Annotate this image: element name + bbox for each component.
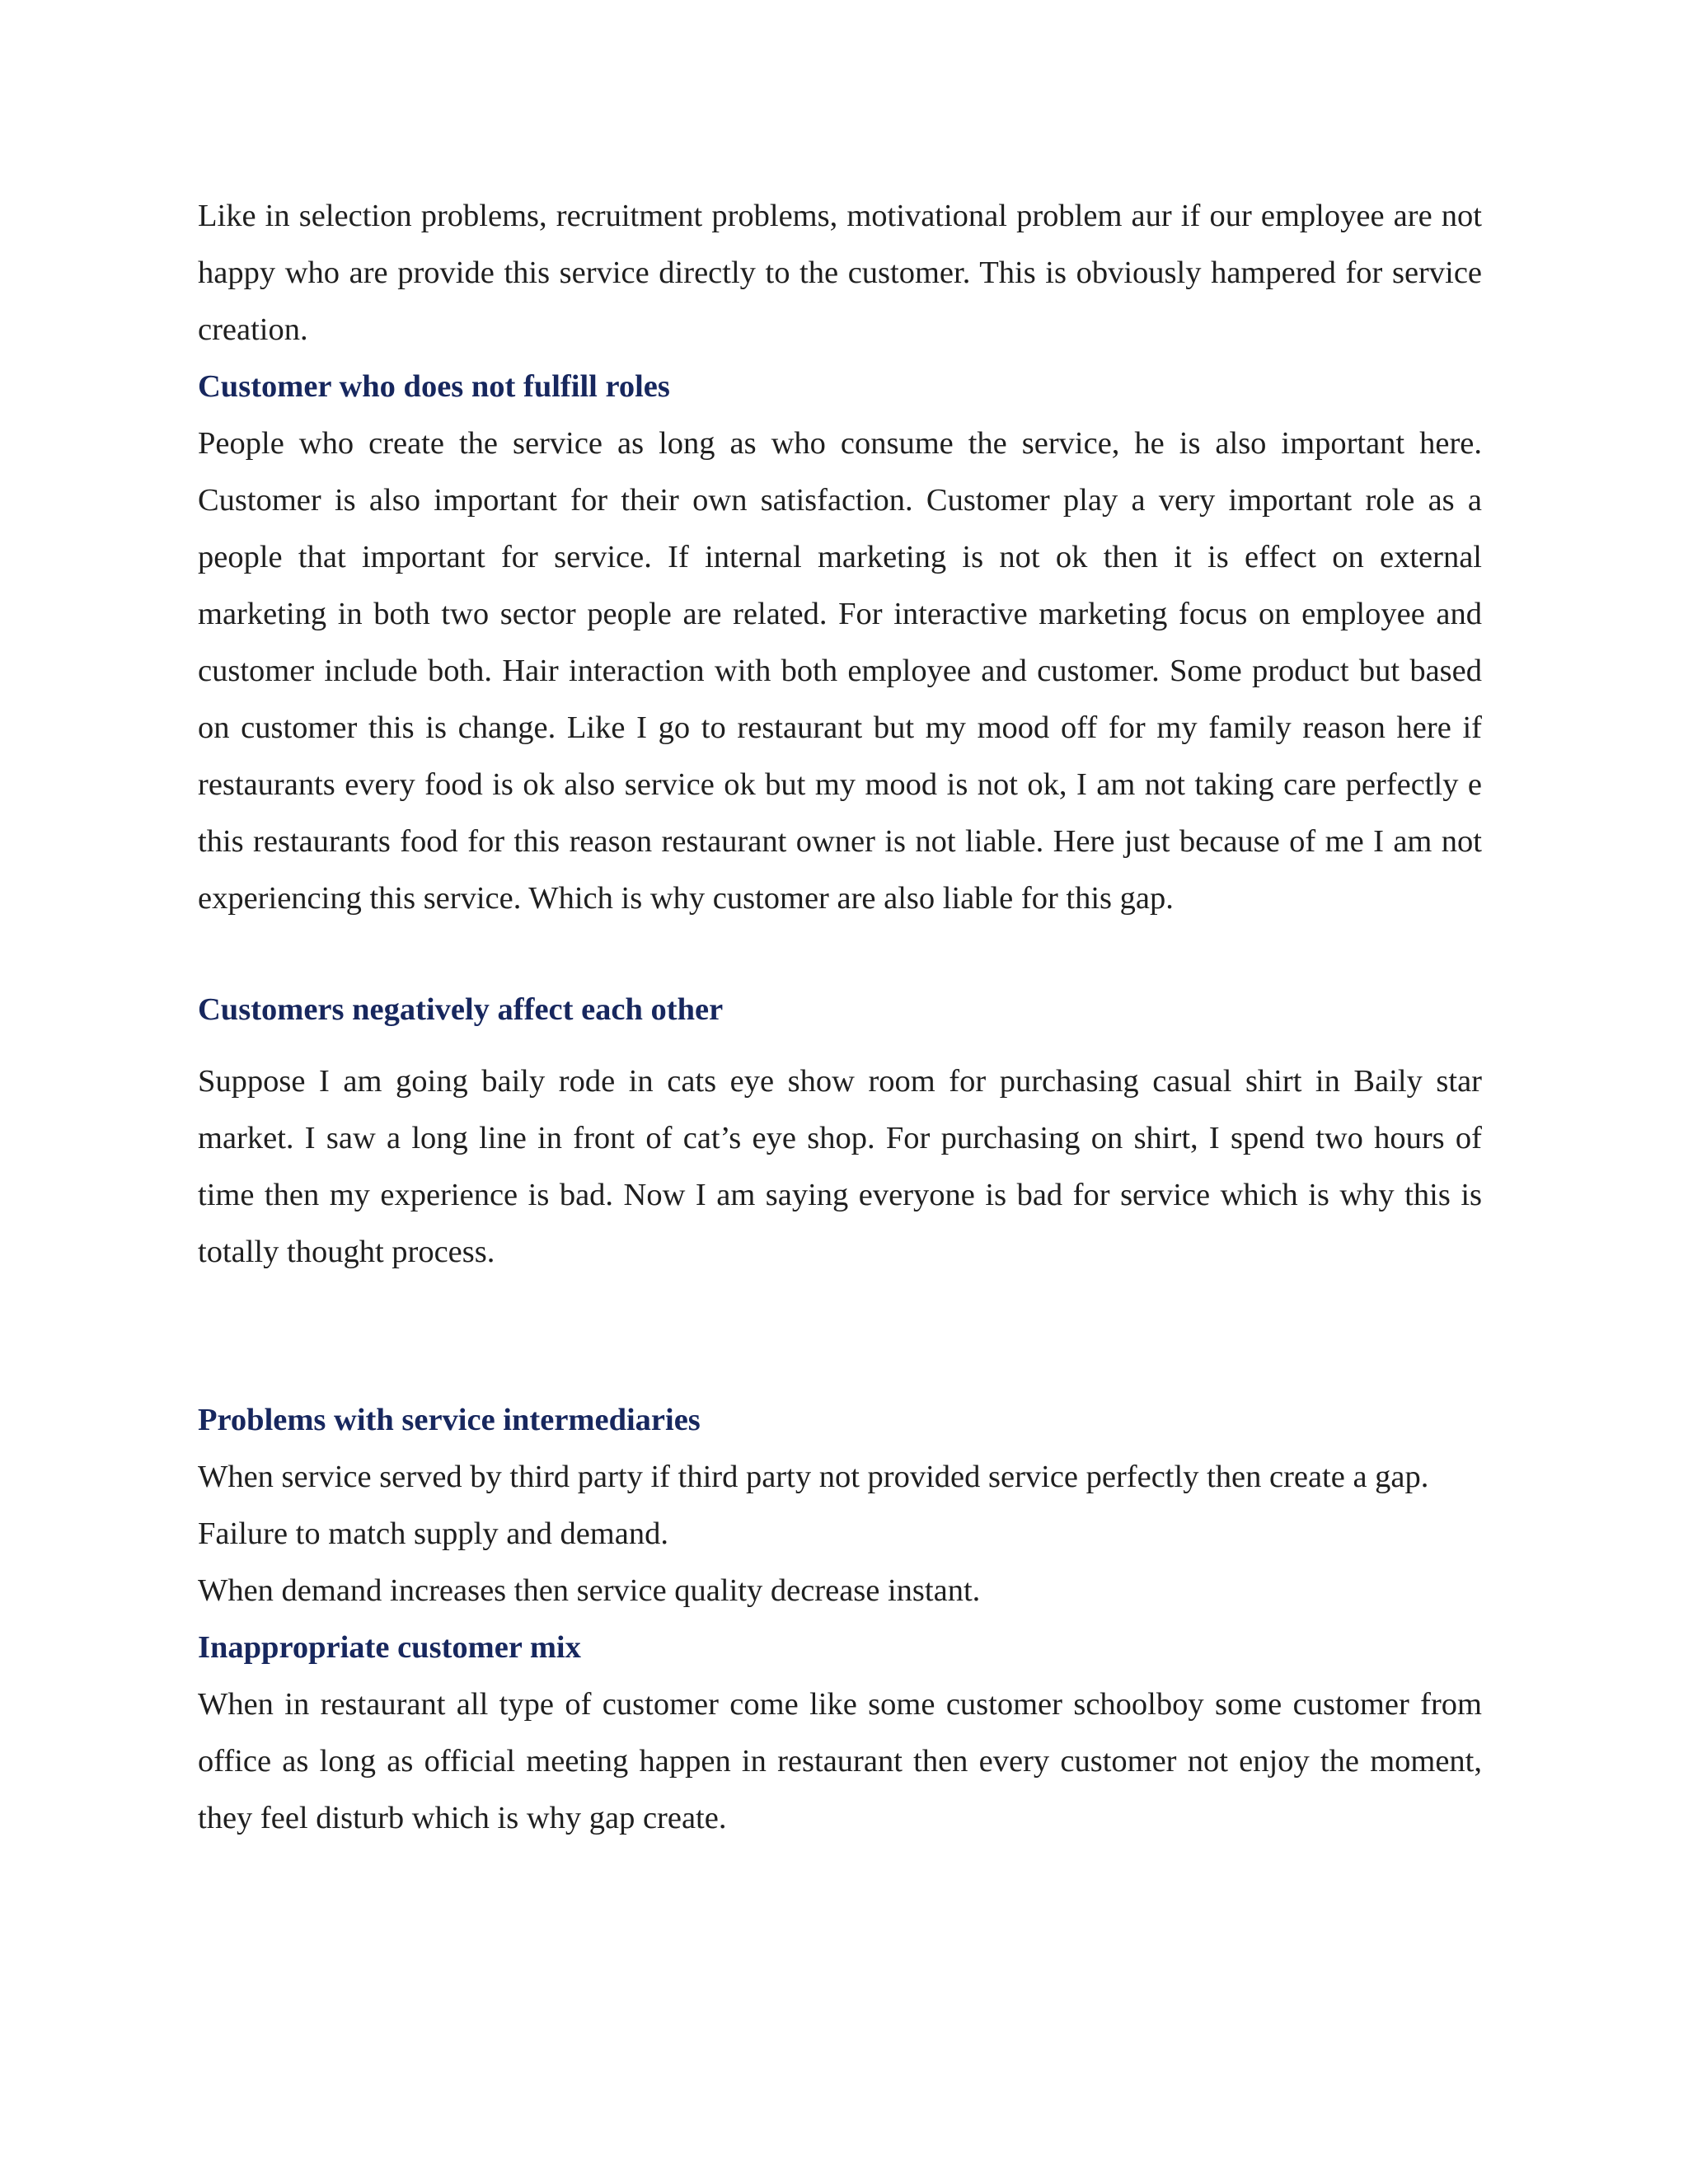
paragraph-customer-roles: People who create the service as long as who consume the service, he is also important here. Customer is also important for their own satisfaction. Customer play a very important role as a people that important for service. If internal marketing is not ok then it is effect on external marketing in both two sector people are related. For interactive marketing focus on employee and customer include both. Hair interaction with both employee and customer. Some product but based on customer this is change. Like I go to restaurant but my mood off for my family reason here if restaurants every food is ok also service ok but my mood is not ok, I am not taking care perfectly e this restaurants food for this reason restaurant owner is not liable. Here just because of me I am not experiencing this service. Which is why customer are also liable for this gap. <box>198 426 1482 916</box>
paragraph-supply-demand: Failure to match supply and demand. <box>198 1516 668 1551</box>
heading-customer-mix: Inappropriate customer mix <box>198 1630 581 1665</box>
paragraph-customers-affect-each-other: Suppose I am going baily rode in cats eye show room for purchasing casual shirt in Baily star market. I saw a long line in front of cat’s eye shop. For purchasing on shirt, I spend two hours of time then my experience is bad. Now I am saying everyone is bad for service which is why this is totally thought process. <box>198 1064 1482 1269</box>
spacer <box>198 1038 1482 1053</box>
spacer <box>198 927 1482 982</box>
paragraph-customer-mix: When in restaurant all type of customer come like some customer schoolboy some customer from office as long as official meeting happen in restaurant then every customer not enjoy the moment, they feel disturb which is why gap create. <box>198 1687 1482 1835</box>
heading-service-intermediaries: Problems with service intermediaries <box>198 1403 701 1437</box>
paragraph-demand-quality: When demand increases then service quality decrease instant. <box>198 1573 981 1608</box>
spacer <box>198 1281 1482 1392</box>
paragraph-third-party-gap: When service served by third party if third party not provided service perfectly then create a gap. <box>198 1460 1429 1494</box>
intro-paragraph: Like in selection problems, recruitment problems, motivational problem aur if our employee are not happy who are provide this service directly to the customer. This is obviously hampered for service creation. <box>198 199 1482 347</box>
document-body <box>198 188 1482 1847</box>
heading-customer-roles: Customer who does not fulfill roles <box>198 369 670 404</box>
heading-customers-affect-each-other: Customers negatively affect each other <box>198 992 724 1027</box>
